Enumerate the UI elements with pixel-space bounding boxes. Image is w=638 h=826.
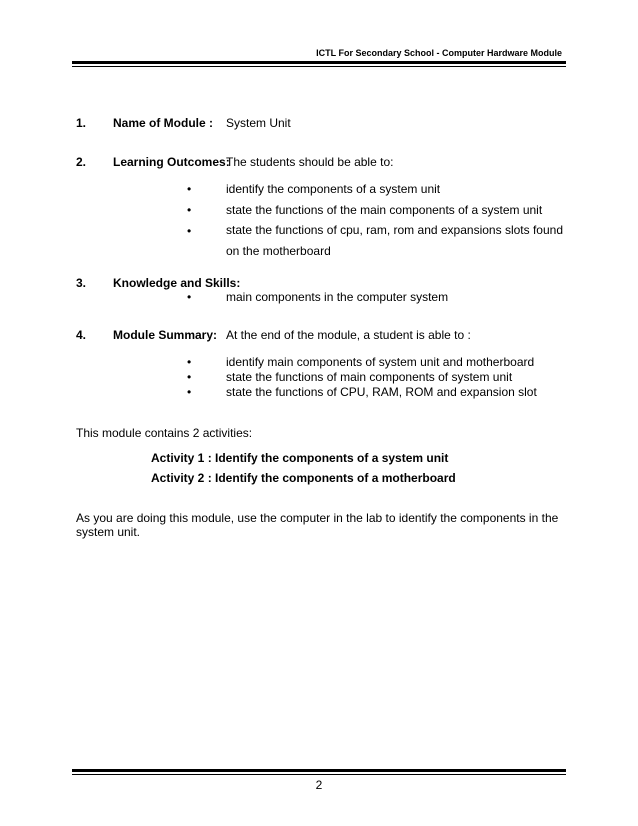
list-item: identify main components of system unit and motherboard: [226, 355, 535, 369]
section-3-number: 3.: [76, 276, 87, 290]
activities-intro: This module contains 2 activities:: [76, 426, 253, 440]
header-rule-thick: [72, 61, 566, 64]
closing-paragraph: As you are doing this module, use the computer in the lab to identify the components in the system unit.: [76, 511, 559, 539]
list-item: state the functions of CPU, RAM, ROM and expansion slot: [226, 385, 537, 399]
list-item: identify the components of a system unit: [226, 182, 441, 196]
footer-rule-thin: [72, 774, 566, 775]
bullet-icon: •: [187, 203, 192, 217]
bullet-icon: •: [187, 355, 192, 369]
section-4-number: 4.: [76, 328, 87, 342]
section-3-label: Knowledge and Skills:: [113, 276, 241, 290]
running-header: ICTL For Secondary School - Computer Hardware Module: [316, 48, 562, 58]
bullet-icon: •: [187, 224, 192, 238]
bullet-icon: •: [187, 182, 192, 196]
section-2-value: The students should be able to:: [226, 155, 394, 169]
list-item: state the functions of main components of system unit: [226, 370, 513, 384]
list-item: state the functions of cpu, ram, rom and expansions slots found on the motherboard: [226, 223, 563, 258]
section-1-value: System Unit: [226, 116, 291, 130]
section-4-value: At the end of the module, a student is able to :: [226, 328, 471, 342]
bullet-icon: •: [187, 290, 192, 304]
section-1-label: Name of Module :: [113, 116, 214, 130]
section-4-label: Module Summary:: [113, 328, 218, 342]
list-item: main components in the computer system: [226, 290, 449, 304]
activity-item: Activity 1 : Identify the components of a system unit: [151, 451, 449, 465]
section-2-number: 2.: [76, 155, 87, 169]
bullet-icon: •: [187, 370, 192, 384]
activity-item: Activity 2 : Identify the components of a motherboard: [151, 471, 456, 485]
header-rule-thin: [72, 66, 566, 67]
section-2-label: Learning Outcomes:: [113, 155, 230, 169]
bullet-icon: •: [187, 385, 192, 399]
page-number: 2: [315, 778, 323, 792]
section-1-number: 1.: [76, 116, 87, 130]
list-item: state the functions of the main components of a system unit: [226, 203, 543, 217]
footer-rule-thick: [72, 769, 566, 772]
